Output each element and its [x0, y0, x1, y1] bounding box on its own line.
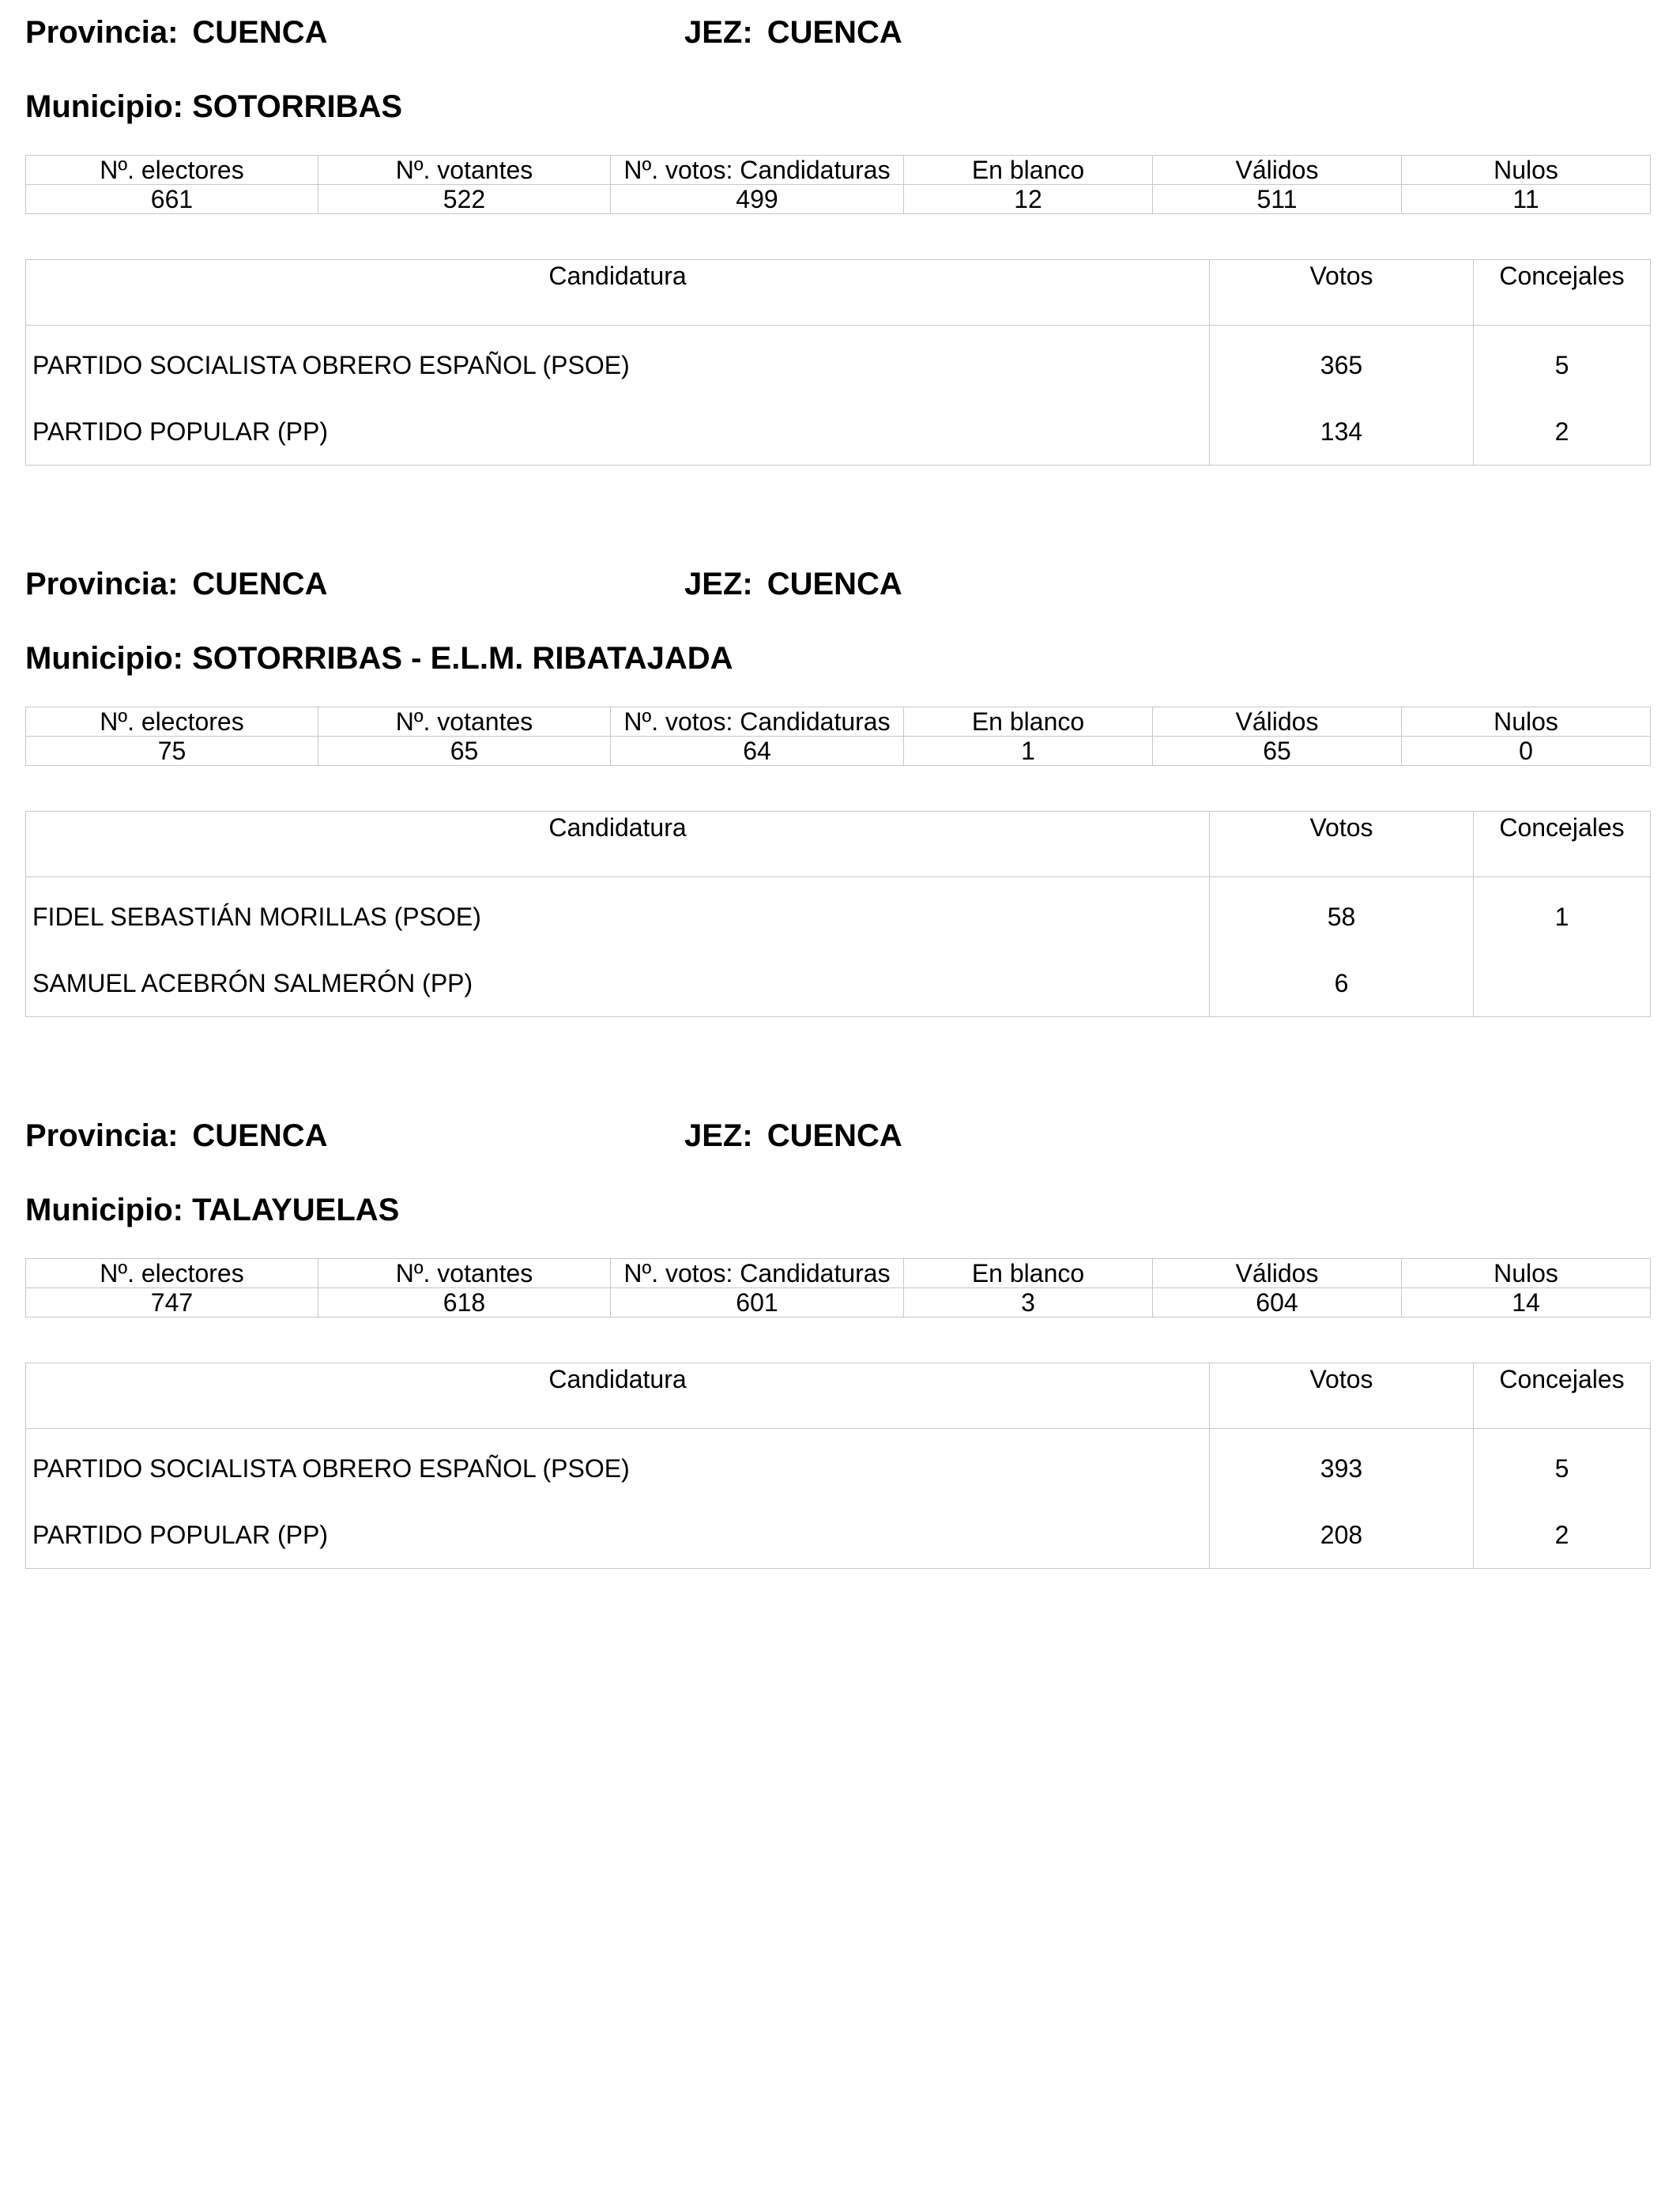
stats-header-cell: Nº. votos: Candidaturas	[611, 1259, 904, 1288]
provincia-line	[25, 13, 902, 52]
stats-value-cell: 1	[904, 737, 1153, 766]
stats-value-cell: 604	[1153, 1288, 1402, 1318]
candidatura-concejales: 5	[1554, 1454, 1569, 1483]
provincia-line	[25, 564, 902, 604]
stats-value-cell: 65	[1153, 737, 1402, 766]
stats-value-cell: 499	[611, 185, 904, 214]
candidatura-votos: 134	[1210, 398, 1474, 466]
stats-table	[25, 155, 1651, 214]
stats-header-cell: Nº. electores	[26, 1259, 318, 1288]
jez-block	[684, 1116, 902, 1155]
jez-block	[684, 13, 902, 52]
stats-header-cell: Nº. electores	[26, 707, 318, 737]
municipio-value: SOTORRIBAS - E.L.M. RIBATAJADA	[192, 641, 733, 676]
stats-header-cell: En blanco	[904, 156, 1153, 185]
stats-header-cell: Nulos	[1402, 1259, 1651, 1288]
candidatura-name: PARTIDO POPULAR (PP)	[26, 1502, 1210, 1569]
stats-header-cell: Válidos	[1153, 1259, 1402, 1288]
provincia-line	[25, 1116, 902, 1155]
stats-value-row	[26, 185, 1651, 214]
concejales-header: Concejales	[1474, 260, 1651, 326]
municipio-line	[25, 87, 402, 126]
stats-value-cell: 747	[26, 1288, 318, 1318]
votos-header: Votos	[1210, 812, 1474, 877]
stats-header-cell: Válidos	[1153, 707, 1402, 737]
concejales-header: Concejales	[1474, 1363, 1651, 1429]
stats-value-cell: 3	[904, 1288, 1153, 1318]
stats-header-cell: Nº. votantes	[318, 156, 611, 185]
stats-value-cell: 75	[26, 737, 318, 766]
stats-header-row	[26, 156, 1651, 185]
candidatura-row	[26, 877, 1651, 951]
candidatura-votos: 393	[1210, 1429, 1474, 1502]
candidatura-name: PARTIDO SOCIALISTA OBRERO ESPAÑOL (PSOE)	[26, 1429, 1210, 1502]
candidatura-votos: 208	[1210, 1502, 1474, 1569]
stats-header-cell: Válidos	[1153, 156, 1402, 185]
candidaturas-table	[25, 259, 1651, 466]
stats-value-cell: 65	[318, 737, 611, 766]
candidatura-concejales: 2	[1554, 417, 1569, 446]
stats-header-cell: Nº. votos: Candidaturas	[611, 707, 904, 737]
votos-header: Votos	[1210, 1363, 1474, 1429]
candidatura-row	[26, 398, 1651, 466]
candidatura-name: PARTIDO SOCIALISTA OBRERO ESPAÑOL (PSOE)	[26, 326, 1210, 399]
stats-value-cell: 12	[904, 185, 1153, 214]
stats-header-cell: Nulos	[1402, 707, 1651, 737]
candidatura-concejales: 2	[1554, 1521, 1569, 1549]
stats-value-cell: 64	[611, 737, 904, 766]
stats-value-cell: 0	[1402, 737, 1651, 766]
candidaturas-table	[25, 811, 1651, 1017]
stats-value-cell: 11	[1402, 185, 1651, 214]
jez-value: CUENCA	[767, 1118, 902, 1153]
candidatura-votos: 365	[1210, 326, 1474, 399]
stats-header-cell: Nº. votantes	[318, 1259, 611, 1288]
concejales-header: Concejales	[1474, 812, 1651, 877]
municipio-value: TALAYUELAS	[192, 1193, 400, 1227]
stats-table	[25, 707, 1651, 766]
municipio-line	[25, 639, 733, 678]
municipio-label: Municipio:	[25, 89, 183, 124]
candidatura-name: SAMUEL ACEBRÓN SALMERÓN (PP)	[26, 950, 1210, 1017]
candidatura-header: Candidatura	[26, 812, 1210, 877]
stats-value-row	[26, 1288, 1651, 1318]
votos-header: Votos	[1210, 260, 1474, 326]
provincia-value: CUENCA	[192, 15, 328, 50]
provincia-label: Provincia:	[25, 1118, 179, 1153]
stats-header-cell: Nº. votos: Candidaturas	[611, 156, 904, 185]
stats-value-cell: 618	[318, 1288, 611, 1318]
provincia-value: CUENCA	[192, 1118, 328, 1153]
stats-header-cell: Nº. votantes	[318, 707, 611, 737]
stats-value-cell: 601	[611, 1288, 904, 1318]
jez-label: JEZ:	[684, 567, 753, 601]
candidaturas-header-row	[26, 1363, 1651, 1429]
candidatura-row	[26, 950, 1651, 1017]
jez-label: JEZ:	[684, 15, 753, 50]
stats-table	[25, 1258, 1651, 1318]
stats-header-row	[26, 1259, 1651, 1288]
jez-value: CUENCA	[767, 567, 902, 601]
stats-value-cell: 522	[318, 185, 611, 214]
provincia-value: CUENCA	[192, 567, 328, 601]
candidatura-concejales: 5	[1554, 351, 1569, 379]
provincia-label: Provincia:	[25, 567, 179, 601]
candidatura-name: FIDEL SEBASTIÁN MORILLAS (PSOE)	[26, 877, 1210, 951]
provincia-label: Provincia:	[25, 15, 179, 50]
candidatura-votos: 58	[1210, 877, 1474, 951]
stats-header-cell: Nulos	[1402, 156, 1651, 185]
stats-header-cell: En blanco	[904, 1259, 1153, 1288]
candidatura-concejales: 1	[1554, 903, 1569, 931]
stats-value-cell: 511	[1153, 185, 1402, 214]
candidatura-row	[26, 1429, 1651, 1502]
stats-header-cell: En blanco	[904, 707, 1153, 737]
stats-value-cell: 14	[1402, 1288, 1651, 1318]
jez-label: JEZ:	[684, 1118, 753, 1153]
candidatura-row	[26, 1502, 1651, 1569]
candidatura-concejales	[1474, 950, 1651, 1017]
municipio-value: SOTORRIBAS	[192, 89, 403, 124]
municipio-label: Municipio:	[25, 1193, 183, 1227]
jez-value: CUENCA	[767, 15, 902, 50]
candidatura-header: Candidatura	[26, 260, 1210, 326]
candidatura-row	[26, 326, 1651, 399]
candidatura-header: Candidatura	[26, 1363, 1210, 1429]
municipio-label: Municipio:	[25, 641, 183, 676]
stats-value-row	[26, 737, 1651, 766]
candidaturas-header-row	[26, 260, 1651, 326]
stats-header-row	[26, 707, 1651, 737]
stats-value-cell: 661	[26, 185, 318, 214]
jez-block	[684, 564, 902, 604]
candidatura-name: PARTIDO POPULAR (PP)	[26, 398, 1210, 466]
candidaturas-header-row	[26, 812, 1651, 877]
stats-header-cell: Nº. electores	[26, 156, 318, 185]
municipio-line	[25, 1190, 399, 1230]
candidatura-votos: 6	[1210, 950, 1474, 1017]
candidaturas-table	[25, 1363, 1651, 1569]
